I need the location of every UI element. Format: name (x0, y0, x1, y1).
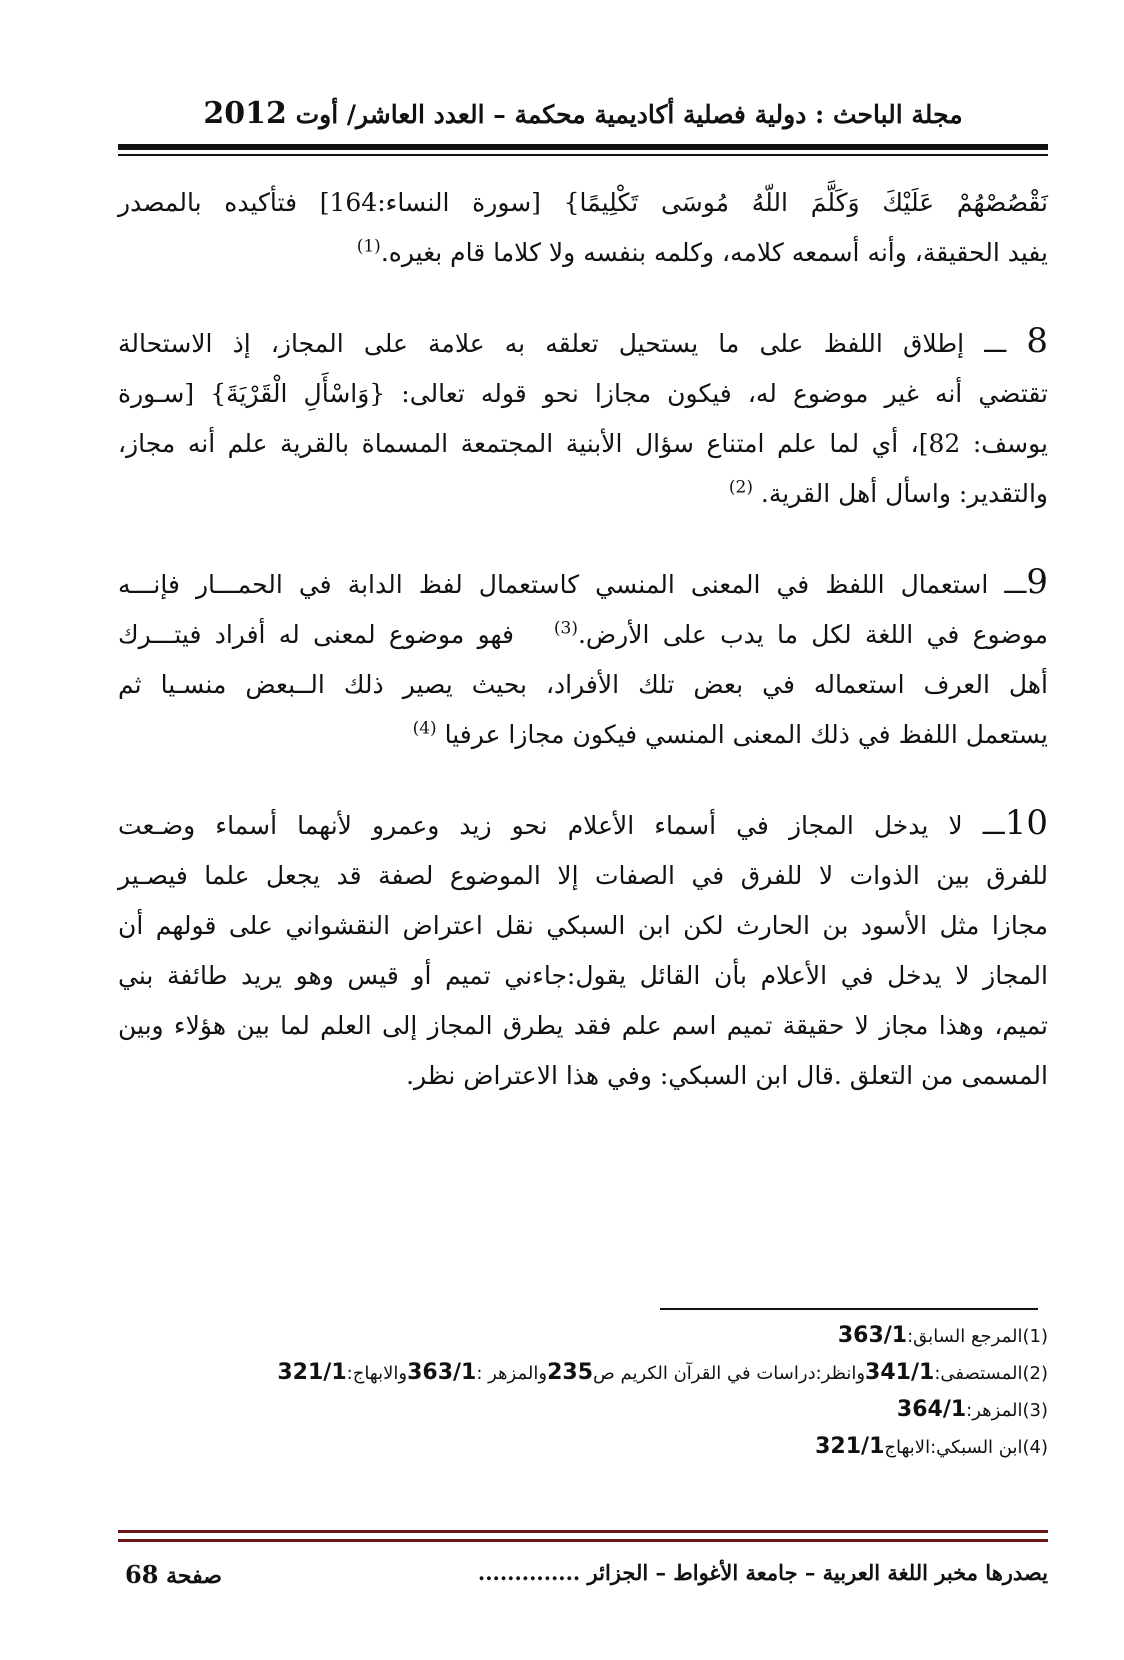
running-header (118, 92, 1048, 136)
footnote-ref: (3) (553, 618, 578, 639)
paragraph-8 (118, 316, 1048, 519)
text-line: يوسف: 82]، أي لما علم امتناع سؤال الأبنية المجتمعة المسماة بالقرية علم أنه مجاز، (118, 429, 1048, 458)
footnote-1: (1)المرجع السابق:363/1 (837, 1323, 1048, 1348)
footnote-separator (660, 1308, 1038, 1310)
body-text (118, 178, 1048, 1139)
header-rule-thin (118, 154, 1048, 156)
footnote-4: (4)ابن السبكي:الابهاج321/1 (815, 1434, 1048, 1459)
paragraph-intro (118, 178, 1048, 278)
item-number: 10 (1004, 803, 1048, 843)
footer-rule-bottom (118, 1539, 1048, 1542)
footer-publisher: يصدرها مخبر اللغة العربية – جامعة الأغواط – الجزائر .............. (477, 1560, 1048, 1585)
text-line: والتقدير: واسأل أهل القرية. $^{(2)}$ (728, 477, 1048, 508)
text-line: 9ـــ استعمال اللفظ في المعنى المنسي كاستعمال لفظ الدابة في الحمـــار فإنـــه (118, 562, 1048, 602)
item-number: 9 (1026, 562, 1048, 602)
footnote-ref: (1) (356, 236, 381, 257)
item-number: 8 (1026, 321, 1048, 361)
text-line: المسمى من التعلق .قال ابن السبكي: وفي هذا الاعتراض نظر. (406, 1061, 1048, 1090)
text-line: موضوع في اللغة لكل ما يدب على الأرض.$^{(3)}$ فهو موضوع لمعنى له أفراد فيتـــرك (118, 618, 1049, 649)
text-line: أهل العرف استعماله في بعض تلك الأفراد، بحيث يصير ذلك الــبعض منسـيا ثم (118, 670, 1048, 699)
footer-rule-top (118, 1530, 1048, 1533)
footnotes (118, 1318, 1048, 1466)
text-line: 10ـــ لا يدخل المجاز في أسماء الأعلام نحو زيد وعمرو لأنهما أسماء وضـعت (118, 803, 1048, 843)
text-line: يستعمل اللفظ في ذلك المعنى المنسي فيكون مجازا عرفيا $^{(4)}$ (412, 718, 1048, 749)
footnote-3: (3)المزهر:364/1 (896, 1397, 1048, 1422)
page-number: 68 (125, 1560, 159, 1589)
issue-year: 2012 (203, 96, 287, 131)
footnote-ref: (4) (412, 718, 437, 739)
text-line: مجازا مثل الأسود بن الحارث لكن ابن السبكي نقل اعتراض النقشواني على قولهم أن (118, 911, 1048, 940)
paragraph-10 (118, 798, 1048, 1101)
text-line: تميم، وهذا مجاز لا حقيقة تميم اسم علم فقد يطرق المجاز إلى العلم لما بين هؤلاء وبين (118, 1011, 1048, 1040)
header-rule-thick (118, 144, 1048, 150)
footnote-2: (2)المستصفى:341/1وانظر:دراسات في القرآن الكريم ص235والمزهر :363/1والابهاج:321/1 (277, 1360, 1048, 1385)
journal-title: مجلة الباحث : دولية فصلية أكاديمية محكمة – العدد العاشر/ أوت (295, 100, 963, 129)
text-line: يفيد الحقيقة، وأنه أسمعه كلامه، وكلمه بنفسه ولا كلاما قام بغيره.$^{(1)}$ (356, 236, 1048, 267)
text-line: نَقْصُصْهُمْ عَلَيْكَ وَكَلَّمَ اللّهُ مُوسَى تَكْلِيمًا} [سورة النساء:164] فتأكيده بالمصدر (118, 188, 1048, 217)
footer-page (125, 1560, 222, 1589)
paragraph-9 (118, 557, 1048, 760)
footnote-ref: (2) (728, 477, 753, 498)
text-line: المجاز لا يدخل في الأعلام بأن القائل يقول:جاءني تميم أو قيس وهو يريد طائفة بني (118, 961, 1048, 990)
page-label: صفحة (166, 1563, 222, 1589)
text-line: تقتضي أنه غير موضوع له، فيكون مجازا نحو قوله تعالى: {وَاسْأَلِ الْقَرْيَةَ} [سـورة (118, 379, 1048, 408)
text-line: 8 ـــ إطلاق اللفظ على ما يستحيل تعلقه به علامة على المجاز، إذ الاستحالة (118, 321, 1048, 361)
text-line: للفرق بين الذوات لا للفرق في الصفات إلا الموضوع لصفة قد يجعل علما فيصـير (118, 861, 1048, 890)
